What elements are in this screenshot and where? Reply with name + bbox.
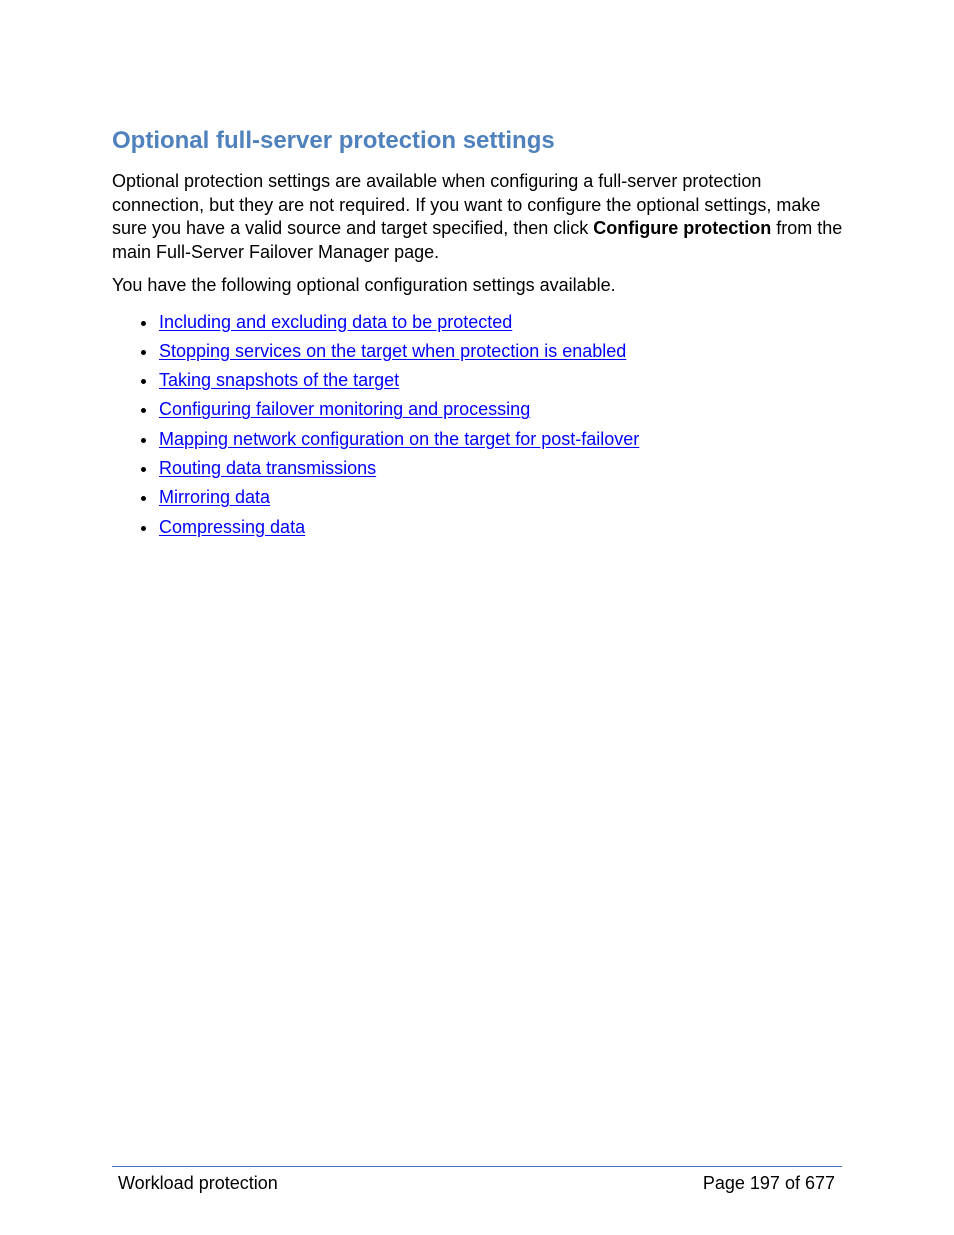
link-routing-data-transmissions[interactable]: Routing data transmissions [159, 457, 377, 478]
link-failover-monitoring[interactable]: Configuring failover monitoring and processing [159, 399, 531, 420]
list-item [112, 366, 847, 395]
intro-paragraph [112, 170, 847, 264]
link-compressing-data[interactable]: Compressing data [159, 516, 306, 537]
intro-text-end: from the main Full-Server Failover Manager page. [112, 218, 843, 262]
bullet-icon [141, 379, 146, 384]
list-item [112, 337, 847, 366]
configure-protection-emphasis: Configure protection [593, 218, 772, 238]
bullet-icon [141, 408, 146, 413]
list-item [112, 454, 847, 483]
link-taking-snapshots[interactable]: Taking snapshots of the target [159, 370, 400, 391]
intro-text-start: Optional protection settings are available when configuring a full-server protection connection, but they are not required. If you want to configure the optional settings, make sure you have a valid source and target specified, then click [112, 171, 821, 238]
list-item [112, 425, 847, 454]
list-item [112, 308, 847, 337]
list-item [112, 483, 847, 512]
link-stopping-services[interactable]: Stopping services on the target when protection is enabled [159, 340, 627, 361]
link-mirroring-data[interactable]: Mirroring data [159, 487, 271, 508]
bullet-icon [141, 438, 146, 443]
footer-page-number: Page 197 of 677 [702, 1173, 835, 1193]
page-content [112, 126, 847, 542]
footer-section-title: Workload protection [118, 1173, 278, 1193]
list-item [112, 395, 847, 424]
bullet-icon [141, 526, 146, 531]
list-intro-paragraph: You have the following optional configuration settings available. [112, 275, 616, 295]
page-title: Optional full-server protection settings [112, 127, 555, 154]
bullet-icon [141, 350, 146, 355]
bullet-icon [141, 467, 146, 472]
link-including-excluding-data[interactable]: Including and excluding data to be protected [159, 311, 513, 332]
settings-link-list [112, 308, 847, 542]
list-item [112, 513, 847, 542]
page-footer [112, 1166, 842, 1193]
bullet-icon [141, 496, 146, 501]
link-mapping-network-configuration[interactable]: Mapping network configuration on the target for post-failover [159, 428, 640, 449]
bullet-icon [141, 321, 146, 326]
